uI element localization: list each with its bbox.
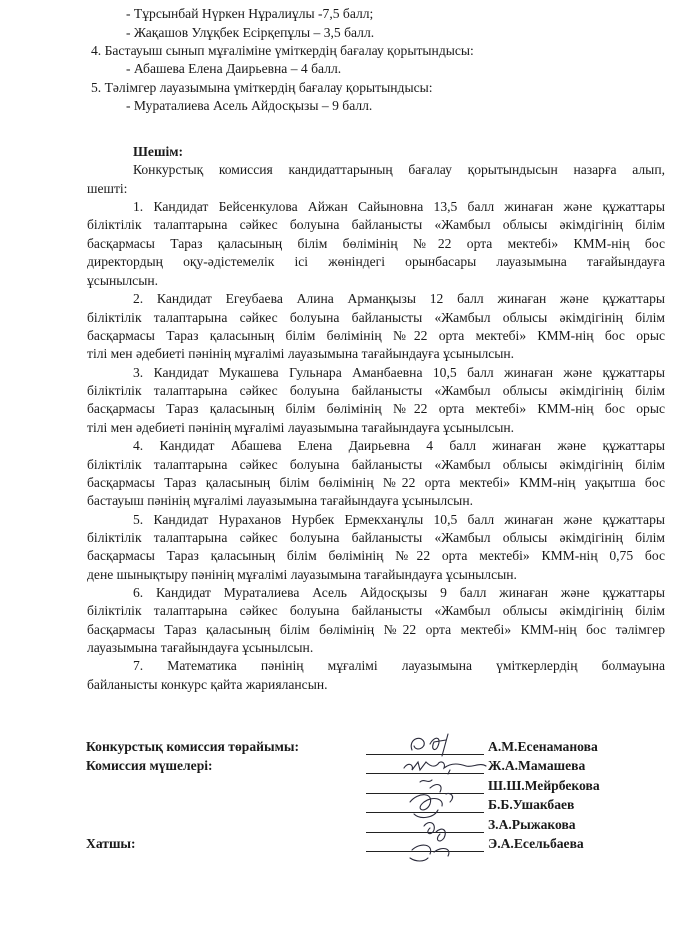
decision-heading: Шешім: <box>133 144 184 159</box>
section-heading: 5. Тәлімгер лауазымына үміткердің бағалау қорытындысы: <box>91 80 433 95</box>
decision-item-line: директордың оқу-әдістемелік ісі жөніндегі орынбасары лауазымына тағайындауға <box>87 254 665 269</box>
decision-item-line: байланысты конкурс қайта жариялансын. <box>87 677 328 692</box>
decision-item-line: бастауыш пәнінің мұғалімі лауазымына тағайындауға ұсынылсын. <box>87 493 473 508</box>
decision-item-line: басқармасы Тараз қаласының білім бөлімінің №22 орта мектебі» КММ-нің 0,75 бос <box>87 548 665 563</box>
signatory-name: Ш.Ш.Мейрбекова <box>488 778 600 793</box>
decision-item-line: тілі мен әдебиеті пәнінің мұғалімі лауазымына тағайындауға ұсынылсын. <box>87 346 515 361</box>
decision-item-line: лауазымына тағайындауға ұсынылсын. <box>87 640 314 655</box>
handwritten-signatures-icon <box>390 722 500 867</box>
decision-item-line: біліктілік талаптарына сәйкес болуына байланысты «Жамбыл облысы әкімдігінің білім <box>87 383 665 398</box>
signatory-name: З.А.Рыжакова <box>488 817 576 832</box>
decision-item-line: басқармасы Тараз қаласының білім бөлімінің №22 орта мектебі» КММ-нің уақытша бос <box>87 475 665 490</box>
decision-item-line: 6. Кандидат Мураталиева Асель Айдосқызы 9 балл жинаған және құжаттары <box>133 585 665 600</box>
members-role-label: Комиссия мүшелері: <box>86 758 213 773</box>
chair-role-label: Конкурстық комиссия төрайымы: <box>86 739 299 754</box>
decision-item-line: біліктілік талаптарына сәйкес болуына байланысты «Жамбыл облысы әкімдігінің білім <box>87 217 665 232</box>
decision-item-line: басқармасы Тараз қаласының білім бөлімінің №22 орта мектебі» КММ-нің бос орыс <box>87 401 665 416</box>
signature-row <box>86 816 626 836</box>
decision-item-line: басқармасы Тараз қаласының білім бөлімінің №22 орта мектебі» КММ-нің бос <box>87 236 665 251</box>
signature-row <box>86 757 626 777</box>
decision-intro-line: Конкурстық комиссия кандидаттарының бағалау қорытындысын назарға алып, <box>133 162 665 177</box>
decision-item-line: біліктілік талаптарына сәйкес болуына байланысты «Жамбыл облысы әкімдігінің білім <box>87 603 665 618</box>
candidate-score-line: - Абашева Елена Даирьевна – 4 балл. <box>126 61 342 76</box>
signature-row <box>86 777 626 797</box>
decision-intro-line: шешті: <box>87 181 128 196</box>
decision-item-line: басқармасы Тараз қаласының білім бөлімінің №22 орта мектебі» КММ-нің бос тәлімгер <box>87 622 665 637</box>
decision-item-line: 3. Кандидат Мукашева Гульнара Аманбаевна 10,5 балл жинаған және құжаттары <box>133 365 665 380</box>
decision-item-line: біліктілік талаптарына сәйкес болуына байланысты «Жамбыл облысы әкімдігінің білім <box>87 530 665 545</box>
decision-item-line: басқармасы Тараз қаласының білім бөлімінің №22 орта мектебі» КММ-нің бос орыс <box>87 328 665 343</box>
signature-row <box>86 835 626 855</box>
signatory-name: Э.А.Есельбаева <box>488 836 584 851</box>
decision-item-line: 7. Математика пәнінің мұғалімі лауазымына үміткерлердің болмауына <box>133 658 665 673</box>
decision-item-line: ұсынылсын. <box>87 273 158 288</box>
decision-item-line: 2. Кандидат Егеубаева Алина Арманқызы 12 балл жинаған және құжаттары <box>133 291 665 306</box>
decision-item-line: біліктілік талаптарына сәйкес болуына байланысты «Жамбыл облысы әкімдігінің білім <box>87 310 665 325</box>
candidate-score-line: - Тұрсынбай Нүркен Нұралиұлы -7,5 балл; <box>126 6 374 21</box>
signature-row <box>86 738 626 758</box>
decision-item-line: 4. Кандидат Абашева Елена Даирьевна 4 балл жинаған және құжаттары <box>133 438 665 453</box>
candidate-score-line: - Жақашов Улұқбек Есірқепұлы – 3,5 балл. <box>126 25 375 40</box>
decision-item-line: дене шынықтыру пәнінің мұғалімі лауазымына тағайындауға ұсынылсын. <box>87 567 517 582</box>
signatory-name: А.М.Есенаманова <box>488 739 598 754</box>
secretary-role-label: Хатшы: <box>86 836 136 851</box>
decision-item-line: 1. Кандидат Бейсенкулова Айжан Сайыновна 13,5 балл жинаған және құжаттары <box>133 199 665 214</box>
decision-item-line: 5. Кандидат Нураханов Нурбек Ермекханұлы 10,5 балл жинаған және құжаттары <box>133 512 665 527</box>
decision-item-line: біліктілік талаптарына сәйкес болуына байланысты «Жамбыл облысы әкімдігінің білім <box>87 457 665 472</box>
signatory-name: Ж.А.Мамашева <box>488 758 586 773</box>
signature-row <box>86 796 626 816</box>
signatory-name: Б.Б.Ушакбаев <box>488 797 575 812</box>
candidate-score-line: - Мураталиева Асель Айдосқызы – 9 балл. <box>126 98 373 113</box>
decision-item-line: тілі мен әдебиеті пәнінің мұғалімі лауазымына тағайындауға ұсынылсын. <box>87 420 515 435</box>
section-heading: 4. Бастауыш сынып мұғаліміне үміткердің бағалау қорытындысы: <box>91 43 474 58</box>
